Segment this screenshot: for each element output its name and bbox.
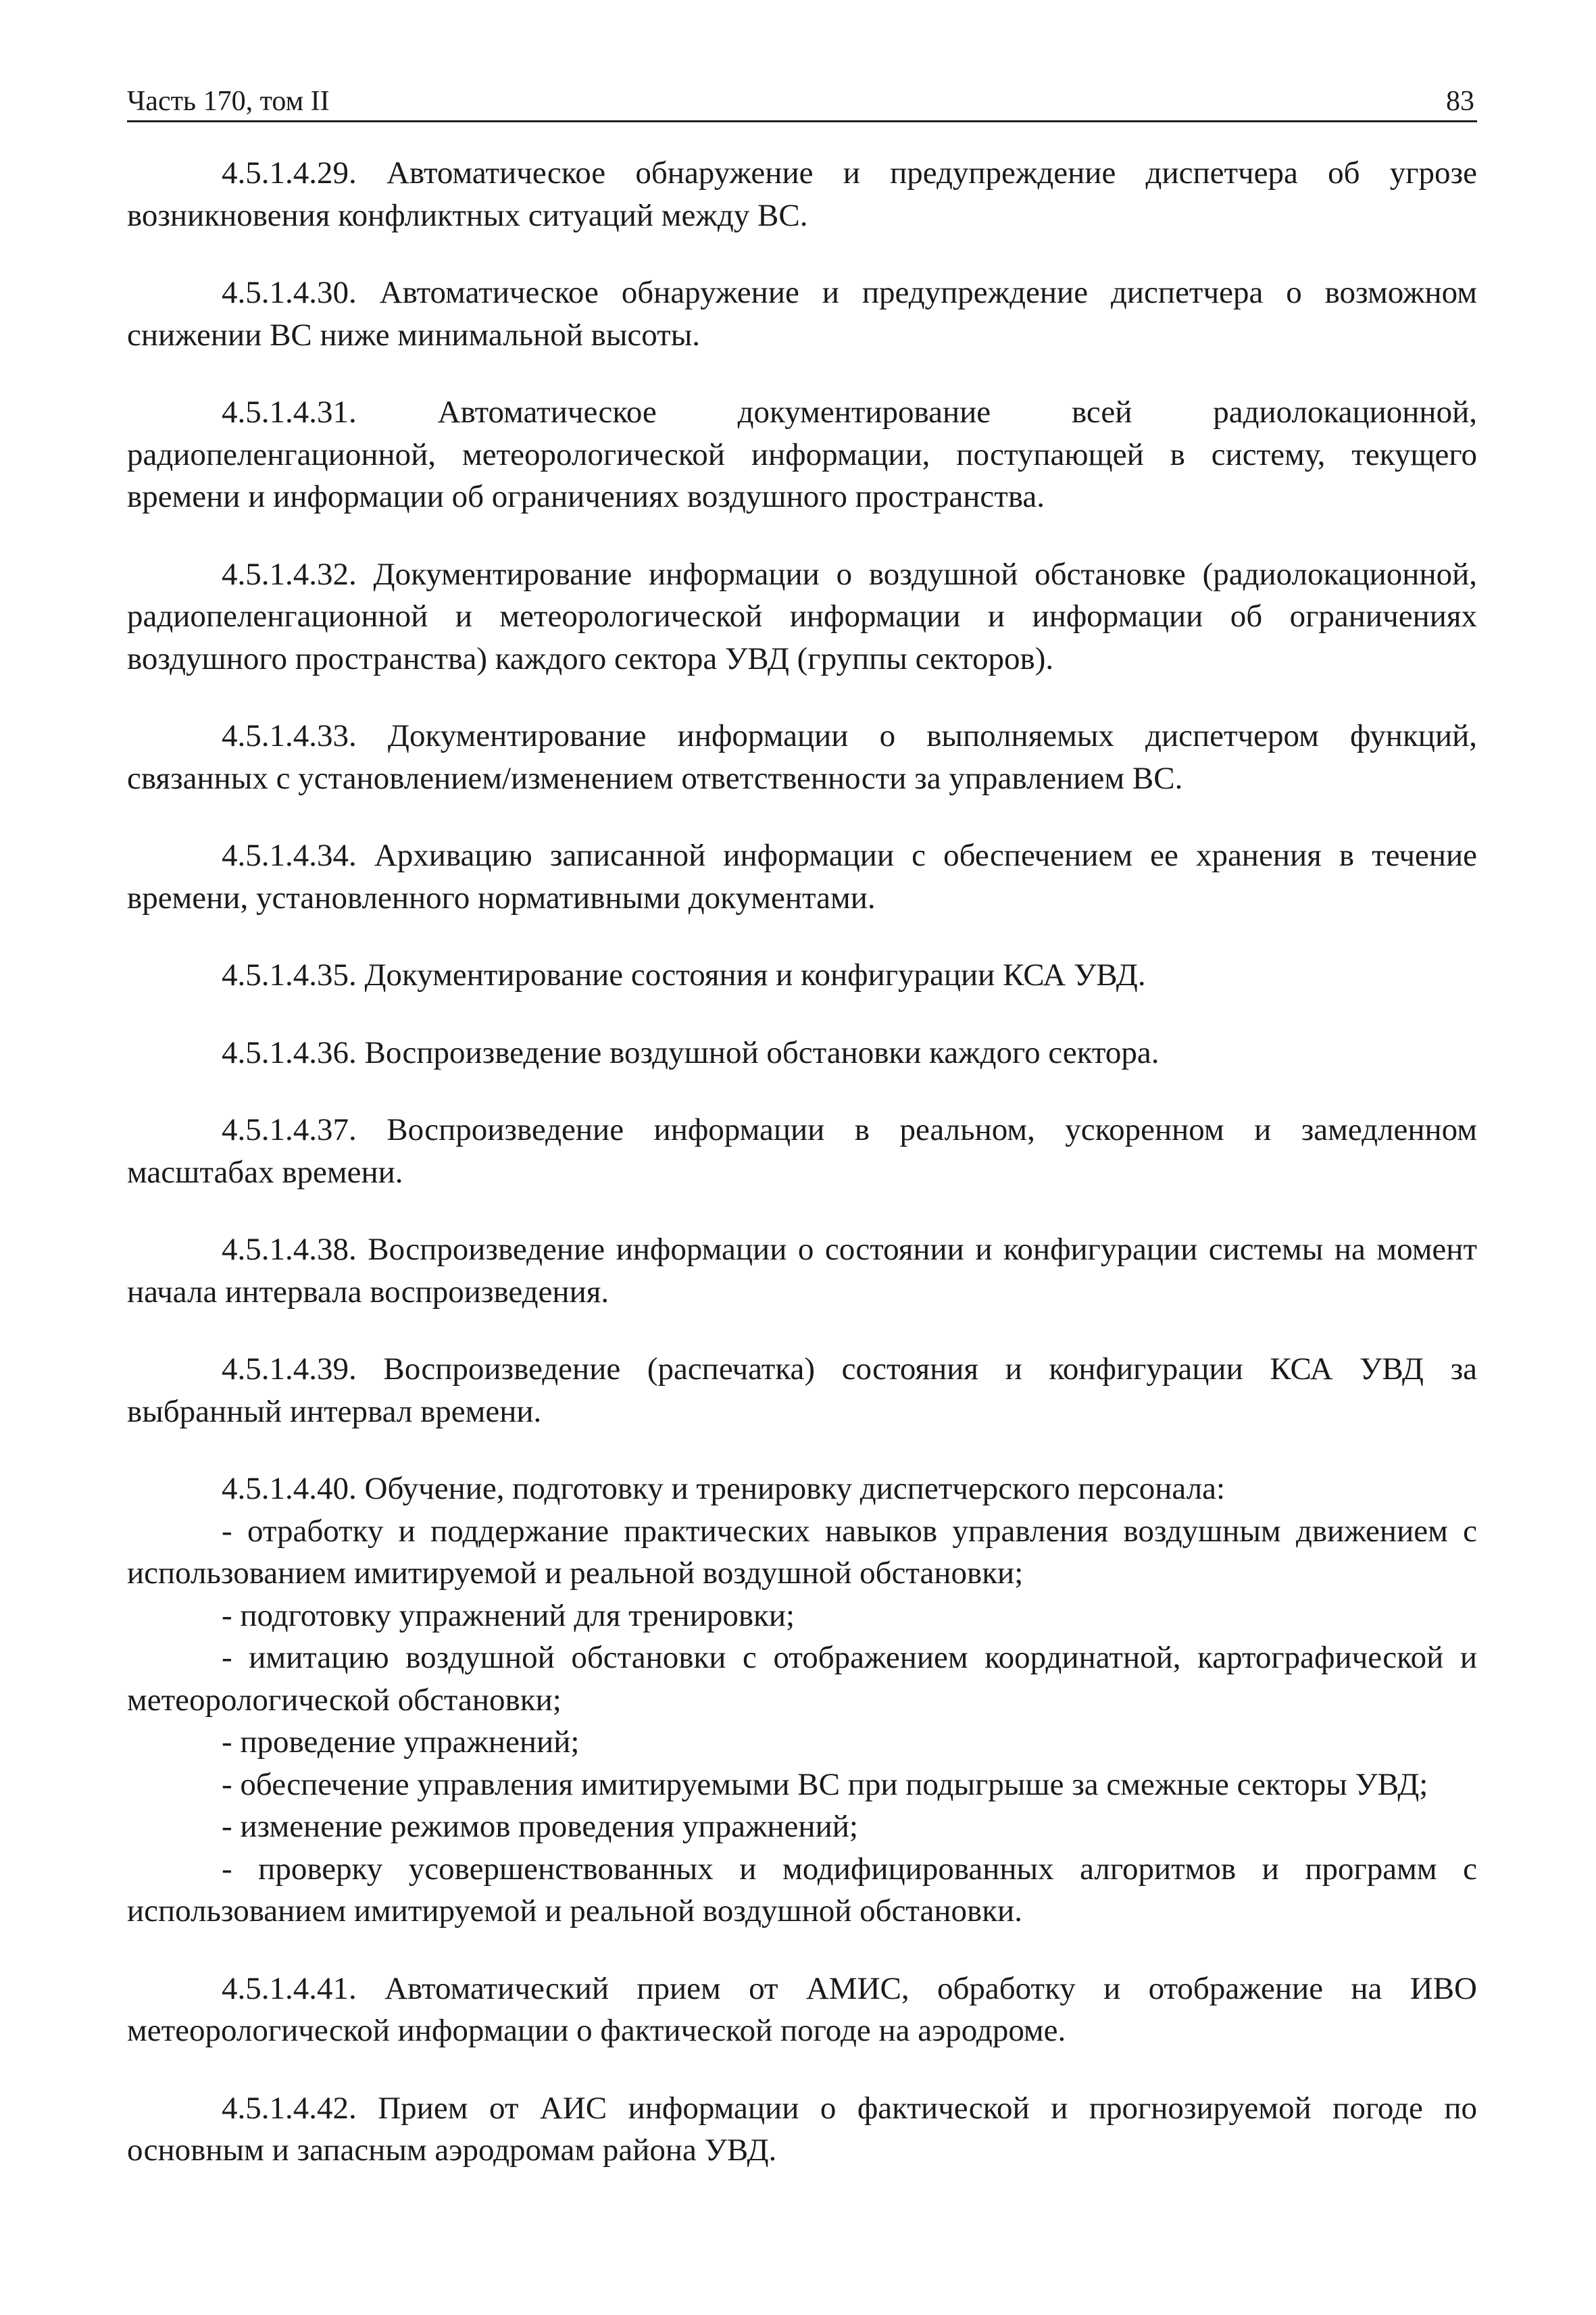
paragraph-4-5-1-4-29: 4.5.1.4.29. Автоматическое обнаружение и предупреждение диспетчера об угрозе возникновения конфликтных ситуаций между ВС. bbox=[127, 155, 1477, 233]
paragraph-4-5-1-4-41: 4.5.1.4.41. Автоматический прием от АМИС, обработку и отображение на ИВО метеорологической информации о фактической погоде на аэродроме. bbox=[127, 1970, 1477, 2048]
paragraph-4-5-1-4-31: 4.5.1.4.31. Автоматическое документирование всей радиолокационной, радиопеленгационной, метеорологической информации, поступающей в систему, текущего времени и информации об ограничениях воздушного пространства. bbox=[127, 395, 1477, 514]
paragraph-4-5-1-4-32: 4.5.1.4.32. Документирование информации о воздушной обстановке (радиолокационной, радиопеленгационной и метеорологической информации и информации об ограничениях воздушного пространства) каждого сектора УВД (группы секторов). bbox=[127, 556, 1477, 676]
list-item: - проведение упражнений; bbox=[222, 1724, 580, 1760]
paragraph-4-5-1-4-35: 4.5.1.4.35. Документирование состояния и конфигурации КСА УВД. bbox=[222, 957, 1146, 993]
list-item: - отработку и поддержание практических навыков управления воздушным движением с использованием имитируемой и реальной воздушной обстановки; bbox=[127, 1513, 1477, 1591]
page-number: 83 bbox=[1446, 86, 1474, 117]
header-part-volume: Часть 170, том II bbox=[127, 86, 330, 117]
paragraph-4-5-1-4-37: 4.5.1.4.37. Воспроизведение информации в реальном, ускоренном и замедленном масштабах времени. bbox=[127, 1112, 1477, 1190]
paragraph-4-5-1-4-30: 4.5.1.4.30. Автоматическое обнаружение и предупреждение диспетчера о возможном снижении ВС ниже минимальной высоты. bbox=[127, 275, 1477, 353]
list-item: - проверку усовершенствованных и модифицированных алгоритмов и программ с использованием имитируемой и реальной воздушной обстановки. bbox=[127, 1851, 1477, 1928]
list-item: - подготовку упражнений для тренировки; bbox=[222, 1597, 795, 1633]
paragraph-4-5-1-4-39: 4.5.1.4.39. Воспроизведение (распечатка) состояния и конфигурации КСА УВД за выбранный интервал времени. bbox=[127, 1351, 1477, 1429]
paragraph-4-5-1-4-36: 4.5.1.4.36. Воспроизведение воздушной обстановки каждого сектора. bbox=[222, 1035, 1159, 1070]
paragraph-4-5-1-4-40: 4.5.1.4.40. Обучение, подготовку и тренировку диспетчерского персонала: bbox=[222, 1471, 1226, 1506]
paragraph-4-5-1-4-34: 4.5.1.4.34. Архивацию записанной информации с обеспечением ее хранения в течение времени, установленного нормативными документами. bbox=[127, 838, 1477, 916]
page-body bbox=[127, 152, 1477, 2172]
list-item: - обеспечение управления имитируемыми ВС при подыгрыше за смежные секторы УВД; bbox=[222, 1766, 1428, 1802]
paragraph-4-5-1-4-38: 4.5.1.4.38. Воспроизведение информации о состоянии и конфигурации системы на момент начала интервала воспроизведения. bbox=[127, 1232, 1477, 1310]
list-item: - изменение режимов проведения упражнений; bbox=[222, 1809, 858, 1844]
page-header bbox=[127, 80, 1477, 122]
training-section bbox=[127, 1468, 1477, 1933]
paragraph-4-5-1-4-33: 4.5.1.4.33. Документирование информации о выполняемых диспетчером функций, связанных с установлением/изменением ответственности за управлением ВС. bbox=[127, 718, 1477, 796]
list-item: - имитацию воздушной обстановки с отображением координатной, картографической и метеорологической обстановки; bbox=[127, 1640, 1477, 1718]
paragraph-4-5-1-4-42: 4.5.1.4.42. Прием от АИС информации о фактической и прогнозируемой погоде по основным и запасным аэродромам района УВД. bbox=[127, 2090, 1477, 2168]
